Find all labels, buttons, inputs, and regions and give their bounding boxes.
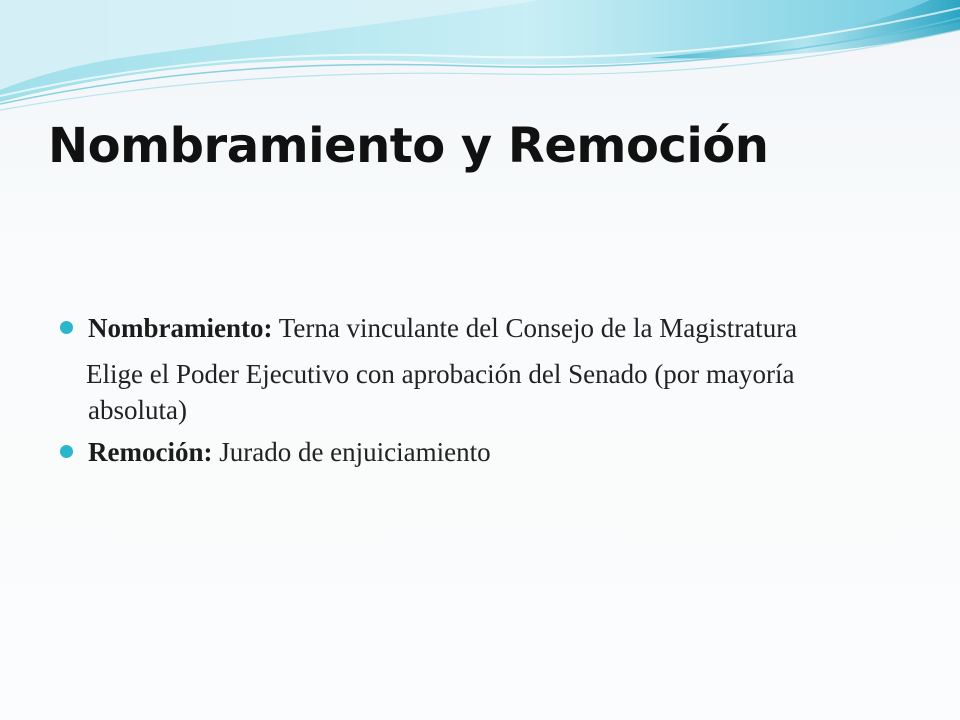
item-lead: Nombramiento: (88, 313, 273, 343)
bullet-list (60, 310, 900, 480)
list-item-continuation (60, 356, 900, 428)
item-lead: Remoción: (88, 437, 213, 467)
list-item-nombramiento (60, 310, 900, 346)
slide-title: Nombramiento y Remoción (48, 118, 769, 174)
bullet-icon (60, 445, 73, 458)
item-text: Terna vinculante del Consejo de la Magistratura (272, 313, 798, 343)
item-text: Elige el Poder Ejecutivo con aprobación del Senado (por mayoría absoluta) (86, 359, 795, 425)
list-item-remocion (60, 434, 900, 470)
header-wave-decoration (0, 0, 960, 120)
item-text: Jurado de enjuiciamiento (212, 437, 491, 467)
bullet-icon (60, 321, 73, 334)
